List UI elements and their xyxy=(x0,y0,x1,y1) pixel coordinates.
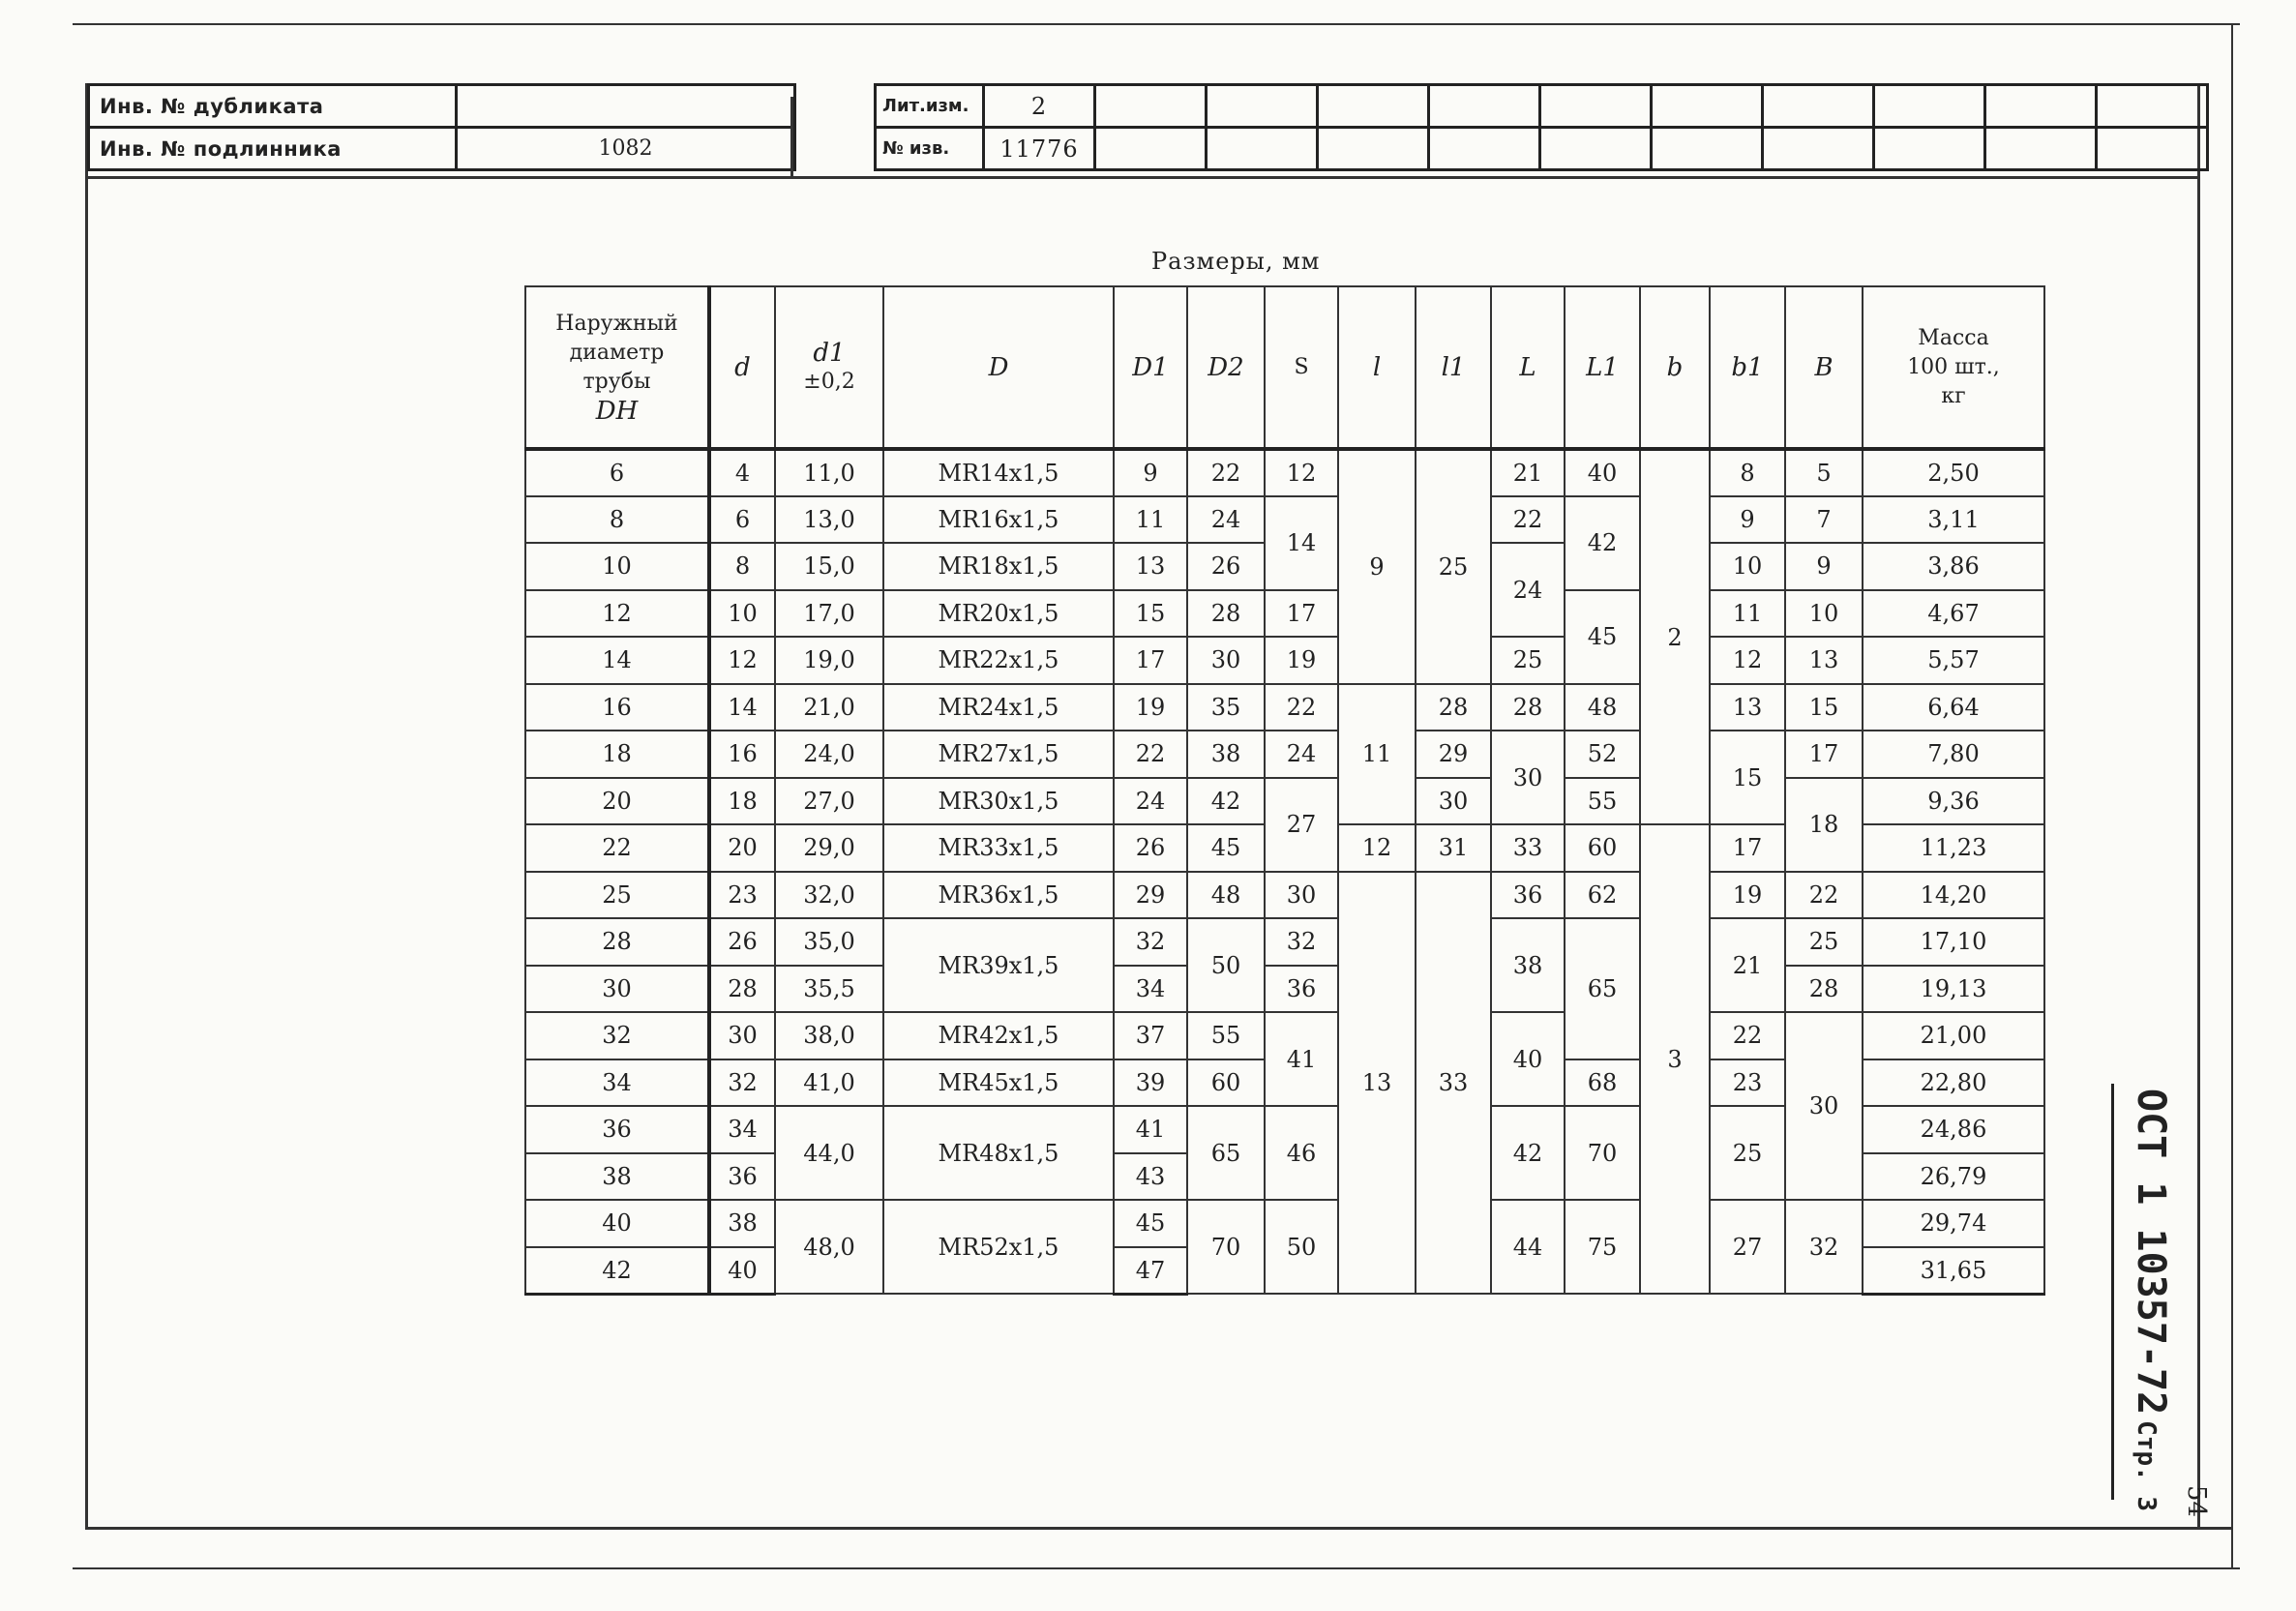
table-cell: 30 xyxy=(1265,872,1338,919)
table-cell: 27,0 xyxy=(775,778,883,825)
table-cell: 40 xyxy=(525,1200,709,1247)
table-cell: 44,0 xyxy=(775,1106,883,1200)
table-cell: 17,0 xyxy=(775,590,883,638)
original-inventory-label: Инв. № подлинника xyxy=(89,128,457,170)
table-cell: 24 xyxy=(1114,778,1187,825)
table-cell: 13,0 xyxy=(775,496,883,544)
table-cell: 9,36 xyxy=(1863,778,2044,825)
table-cell: MR33x1,5 xyxy=(883,824,1114,872)
header-D2: D2 xyxy=(1187,286,1265,449)
table-cell: 19,13 xyxy=(1863,966,2044,1013)
table-cell: 14 xyxy=(1265,496,1338,590)
table-row xyxy=(525,872,2044,919)
table-cell: MR22x1,5 xyxy=(883,637,1114,684)
table-cell: 70 xyxy=(1187,1200,1265,1294)
registry-divider xyxy=(790,97,793,178)
table-cell: 31,65 xyxy=(1863,1247,2044,1295)
table-cell: MR24x1,5 xyxy=(883,684,1114,731)
table-cell: 6 xyxy=(525,449,709,496)
table-cell: 3,86 xyxy=(1863,543,2044,590)
table-cell: 34 xyxy=(709,1106,775,1153)
table-cell: 22 xyxy=(1710,1012,1785,1059)
table-cell: 17 xyxy=(1785,731,1863,778)
table-cell: 17 xyxy=(1114,637,1187,684)
original-inventory-value: 1082 xyxy=(457,128,795,170)
table-cell: 22 xyxy=(1114,731,1187,778)
table-cell: 29 xyxy=(1114,872,1187,919)
table-row xyxy=(525,1012,2044,1059)
table-cell: 65 xyxy=(1565,918,1640,1059)
table-cell: 24 xyxy=(1265,731,1338,778)
table-row xyxy=(525,731,2044,778)
table-cell: 22 xyxy=(1785,872,1863,919)
table-cell: 7,80 xyxy=(1863,731,2044,778)
table-cell: 38 xyxy=(1491,918,1565,1012)
page-number: Стр. 3 xyxy=(2132,1420,2161,1512)
table-cell: 16 xyxy=(525,684,709,731)
frame-right-line xyxy=(2197,83,2200,1530)
table-cell: 5,57 xyxy=(1863,637,2044,684)
table-cell: 22 xyxy=(1187,449,1265,496)
table-cell: 24 xyxy=(1187,496,1265,544)
header-d1: d1 ±0,2 xyxy=(775,286,883,449)
table-cell: 19 xyxy=(1710,872,1785,919)
sheet-number: 54 xyxy=(2182,1485,2211,1518)
table-cell: 22 xyxy=(525,824,709,872)
table-cell: 26 xyxy=(1187,543,1265,590)
duplicate-inventory-value xyxy=(457,85,795,128)
table-cell: 42 xyxy=(1187,778,1265,825)
table-cell: 27 xyxy=(1265,778,1338,872)
table-cell: 7 xyxy=(1785,496,1863,544)
header-d: d xyxy=(709,286,775,449)
table-cell: 46 xyxy=(1265,1106,1338,1200)
table-cell: 9 xyxy=(1785,543,1863,590)
table-cell: 12 xyxy=(1710,637,1785,684)
table-cell: 21 xyxy=(1491,449,1565,496)
table-cell: 19 xyxy=(1265,637,1338,684)
table-cell: 23 xyxy=(1710,1059,1785,1107)
header-L1: L1 xyxy=(1565,286,1640,449)
dimensions-table xyxy=(524,285,2045,1296)
table-cell: 37 xyxy=(1114,1012,1187,1059)
notice-number-value: 11776 xyxy=(984,128,1095,170)
table-cell: 20 xyxy=(709,824,775,872)
table-cell: 28 xyxy=(1187,590,1265,638)
table-cell: 26 xyxy=(1114,824,1187,872)
change-table xyxy=(874,83,2209,171)
table-cell: 36 xyxy=(709,1153,775,1201)
table-cell: 12 xyxy=(1265,449,1338,496)
table-cell: 34 xyxy=(525,1059,709,1107)
table-cell: 15 xyxy=(1710,731,1785,824)
table-row xyxy=(525,449,2044,496)
table-cell: 9 xyxy=(1114,449,1187,496)
table-cell: 48 xyxy=(1565,684,1640,731)
frame-left-line xyxy=(85,83,88,1530)
table-cell: 9 xyxy=(1710,496,1785,544)
table-cell: 40 xyxy=(1491,1012,1565,1106)
table-cell: 70 xyxy=(1565,1106,1640,1200)
table-cell: MR45x1,5 xyxy=(883,1059,1114,1107)
table-cell: 25 xyxy=(1416,449,1491,684)
table-cell: 25 xyxy=(1710,1106,1785,1200)
table-cell: 38,0 xyxy=(775,1012,883,1059)
header-mass: Масса 100 шт., кг xyxy=(1863,286,2044,449)
table-cell: 45 xyxy=(1114,1200,1187,1247)
table-cell: 33 xyxy=(1491,824,1565,872)
table-cell: 60 xyxy=(1187,1059,1265,1107)
table-cell: 32 xyxy=(709,1059,775,1107)
table-cell: 29 xyxy=(1416,731,1491,778)
table-cell: 65 xyxy=(1187,1106,1265,1200)
table-row xyxy=(525,1200,2044,1247)
table-cell: 35 xyxy=(1187,684,1265,731)
table-cell: 2,50 xyxy=(1863,449,2044,496)
table-cell: 25 xyxy=(1491,637,1565,684)
table-cell: MR39x1,5 xyxy=(883,918,1114,1012)
table-cell: 4,67 xyxy=(1863,590,2044,638)
table-header-row xyxy=(525,286,2044,449)
table-cell: 6 xyxy=(709,496,775,544)
table-cell: 32 xyxy=(1785,1200,1863,1294)
table-cell: 4 xyxy=(709,449,775,496)
table-cell: 27 xyxy=(1710,1200,1785,1294)
table-cell: 3 xyxy=(1640,824,1710,1294)
table-cell: 23 xyxy=(709,872,775,919)
table-cell: 11,23 xyxy=(1863,824,2044,872)
table-cell: 28 xyxy=(709,966,775,1013)
table-cell: 48,0 xyxy=(775,1200,883,1294)
header-l: l xyxy=(1338,286,1416,449)
header-D1: D1 xyxy=(1114,286,1187,449)
table-cell: 28 xyxy=(1785,966,1863,1013)
table-cell: 11,0 xyxy=(775,449,883,496)
table-cell: 26 xyxy=(709,918,775,966)
table-cell: 14 xyxy=(709,684,775,731)
table-cell: 75 xyxy=(1565,1200,1640,1294)
table-cell: 15 xyxy=(1114,590,1187,638)
table-cell: 13 xyxy=(1114,543,1187,590)
table-cell: 18 xyxy=(709,778,775,825)
table-cell: 24,0 xyxy=(775,731,883,778)
table-cell: 30 xyxy=(1416,778,1491,825)
table-cell: 8 xyxy=(1710,449,1785,496)
table-cell: 8 xyxy=(709,543,775,590)
table-row xyxy=(525,966,2044,1013)
table-cell: 30 xyxy=(1491,731,1565,824)
table-cell: 15,0 xyxy=(775,543,883,590)
table-cell: 38 xyxy=(1187,731,1265,778)
table-cell: 29,0 xyxy=(775,824,883,872)
table-cell: 18 xyxy=(525,731,709,778)
frame-outer-bottom-line xyxy=(73,1567,2240,1569)
table-cell: 18 xyxy=(1785,778,1863,872)
table-cell: 30 xyxy=(525,966,709,1013)
table-cell: 22 xyxy=(1491,496,1565,544)
table-cell: 5 xyxy=(1785,449,1863,496)
table-cell: 21,00 xyxy=(1863,1012,2044,1059)
table-cell: 32 xyxy=(1114,918,1187,966)
registry-table xyxy=(87,83,796,171)
table-cell: 21 xyxy=(1710,918,1785,1012)
table-cell: 6,64 xyxy=(1863,684,2044,731)
table-cell: 30 xyxy=(709,1012,775,1059)
table-cell: 35,0 xyxy=(775,918,883,966)
table-cell: 43 xyxy=(1114,1153,1187,1201)
header-D: D xyxy=(883,286,1114,449)
standard-number: ОСТ 1 10357-72 xyxy=(2129,1089,2173,1416)
table-cell: MR30x1,5 xyxy=(883,778,1114,825)
standard-stamp xyxy=(2125,1089,2183,1512)
table-cell: 36 xyxy=(1491,872,1565,919)
table-row xyxy=(525,684,2044,731)
header-L: L xyxy=(1491,286,1565,449)
header-outer-diameter: Наружный диаметр трубы DН xyxy=(525,286,709,449)
table-cell: MR20x1,5 xyxy=(883,590,1114,638)
table-cell: 44 xyxy=(1491,1200,1565,1294)
table-cell: 8 xyxy=(525,496,709,544)
table-cell: 28 xyxy=(1416,684,1491,731)
table-cell: 19,0 xyxy=(775,637,883,684)
table-cell: 12 xyxy=(1338,824,1416,872)
table-cell: 42 xyxy=(1565,496,1640,590)
table-cell: 31 xyxy=(1416,824,1491,872)
table-cell: 39 xyxy=(1114,1059,1187,1107)
table-cell: 14 xyxy=(525,637,709,684)
table-cell: 9 xyxy=(1338,449,1416,684)
table-cell: 25 xyxy=(525,872,709,919)
table-cell: 36 xyxy=(1265,966,1338,1013)
table-cell: 55 xyxy=(1565,778,1640,825)
table-cell: 41,0 xyxy=(775,1059,883,1107)
table-cell: 29,74 xyxy=(1863,1200,2044,1247)
table-cell: 55 xyxy=(1187,1012,1265,1059)
table-cell: MR14x1,5 xyxy=(883,449,1114,496)
table-cell: 11 xyxy=(1710,590,1785,638)
table-cell: 11 xyxy=(1114,496,1187,544)
letter-change-value: 2 xyxy=(984,85,1095,128)
stamp-rule xyxy=(2111,1084,2114,1500)
table-cell: 32,0 xyxy=(775,872,883,919)
table-cell: MR27x1,5 xyxy=(883,731,1114,778)
table-cell: 35,5 xyxy=(775,966,883,1013)
table-cell: 28 xyxy=(1491,684,1565,731)
header-B: B xyxy=(1785,286,1863,449)
table-cell: 11 xyxy=(1338,684,1416,825)
header-separator-line xyxy=(85,176,2200,179)
table-cell: 13 xyxy=(1785,637,1863,684)
letter-change-label: Лит.изм. xyxy=(876,85,984,128)
table-row xyxy=(525,637,2044,684)
table-cell: MR42x1,5 xyxy=(883,1012,1114,1059)
table-cell: 2 xyxy=(1640,449,1710,824)
table-cell: 10 xyxy=(525,543,709,590)
duplicate-inventory-label: Инв. № дубликата xyxy=(89,85,457,128)
table-cell: 45 xyxy=(1187,824,1265,872)
table-cell: 34 xyxy=(1114,966,1187,1013)
table-cell: MR52x1,5 xyxy=(883,1200,1114,1294)
table-cell: 22 xyxy=(1265,684,1338,731)
table-cell: 13 xyxy=(1710,684,1785,731)
table-cell: 17 xyxy=(1265,590,1338,638)
table-cell: 41 xyxy=(1114,1106,1187,1153)
table-cell: 42 xyxy=(525,1247,709,1295)
header-l1: l1 xyxy=(1416,286,1491,449)
table-cell: 41 xyxy=(1265,1012,1338,1106)
notice-number-label: № изв. xyxy=(876,128,984,170)
table-cell: 10 xyxy=(1785,590,1863,638)
table-cell: 13 xyxy=(1338,872,1416,1295)
table-cell: 24 xyxy=(1491,543,1565,637)
table-cell: 17 xyxy=(1710,824,1785,872)
table-cell: 50 xyxy=(1187,918,1265,1012)
table-cell: 14,20 xyxy=(1863,872,2044,919)
table-cell: 10 xyxy=(1710,543,1785,590)
table-row xyxy=(525,778,2044,825)
frame-outer-right-line xyxy=(2231,23,2233,1569)
table-cell: 25 xyxy=(1785,918,1863,966)
frame-bottom-line xyxy=(85,1527,2233,1530)
table-cell: MR18x1,5 xyxy=(883,543,1114,590)
table-cell: 17,10 xyxy=(1863,918,2044,966)
table-cell: 26,79 xyxy=(1863,1153,2044,1201)
table-cell: 47 xyxy=(1114,1247,1187,1295)
table-cell: 15 xyxy=(1785,684,1863,731)
header-b: b xyxy=(1640,286,1710,449)
table-cell: 38 xyxy=(525,1153,709,1201)
table-cell: 68 xyxy=(1565,1059,1640,1107)
table-row xyxy=(525,590,2044,638)
table-cell: 22,80 xyxy=(1863,1059,2044,1107)
table-cell: 42 xyxy=(1491,1106,1565,1200)
table-cell: 38 xyxy=(709,1200,775,1247)
table-cell: 45 xyxy=(1565,590,1640,684)
table-cell: 24,86 xyxy=(1863,1106,2044,1153)
table-cell: 32 xyxy=(525,1012,709,1059)
table-row xyxy=(525,918,2044,966)
table-cell: 40 xyxy=(1565,449,1640,496)
table-cell: 48 xyxy=(1187,872,1265,919)
dimensions-caption: Размеры, мм xyxy=(1151,248,1321,275)
table-cell: 36 xyxy=(525,1106,709,1153)
table-cell: 21,0 xyxy=(775,684,883,731)
table-cell: 3,11 xyxy=(1863,496,2044,544)
table-cell: 12 xyxy=(525,590,709,638)
table-cell: 40 xyxy=(709,1247,775,1295)
table-cell: 60 xyxy=(1565,824,1640,872)
header-S: S xyxy=(1265,286,1338,449)
table-cell: 28 xyxy=(525,918,709,966)
table-cell: 32 xyxy=(1265,918,1338,966)
table-cell: 30 xyxy=(1785,1012,1863,1200)
table-cell: 10 xyxy=(709,590,775,638)
table-cell: 62 xyxy=(1565,872,1640,919)
header-b1: b1 xyxy=(1710,286,1785,449)
table-cell: MR16x1,5 xyxy=(883,496,1114,544)
table-cell: 12 xyxy=(709,637,775,684)
table-cell: 50 xyxy=(1265,1200,1338,1294)
table-cell: 52 xyxy=(1565,731,1640,778)
table-row xyxy=(525,496,2044,544)
table-cell: 33 xyxy=(1416,872,1491,1295)
frame-top-line xyxy=(73,23,2240,25)
table-cell: 16 xyxy=(709,731,775,778)
table-cell: 30 xyxy=(1187,637,1265,684)
table-cell: MR48x1,5 xyxy=(883,1106,1114,1200)
table-cell: MR36x1,5 xyxy=(883,872,1114,919)
table-cell: 20 xyxy=(525,778,709,825)
table-cell: 19 xyxy=(1114,684,1187,731)
